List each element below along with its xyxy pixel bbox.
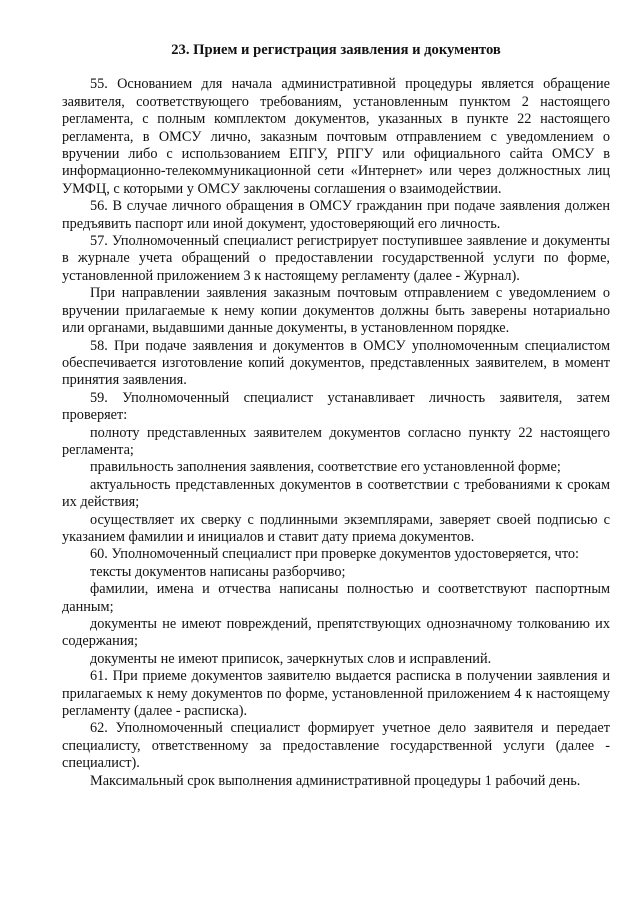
paragraph-59-item-relevance: актуальность представленных документов в соответствии с требованиями к срокам их действия;: [62, 476, 610, 511]
paragraph-60-item-names: фамилии, имена и отчества написаны полностью и соответствуют паспортным данным;: [62, 581, 610, 615]
paragraph-61: 61. При приеме документов заявителю выдается расписка в получении заявления и прилагаемых к нему документов по форме, установленной приложением 4 к настоящему регламенту (далее - расписка).: [62, 668, 610, 720]
paragraph-60: 60. Уполномоченный специалист при проверке документов удостоверяется, что:: [90, 546, 580, 563]
paragraph-58: 58. При подаче заявления и документов в ОМСУ уполномоченным специалистом обеспечивается изготовление копий документов, представленных заявителем, в момент принятия заявления.: [62, 337, 610, 389]
paragraph-60-item-no-corrections: документы не имеют приписок, зачеркнутых слов и исправлений.: [90, 650, 492, 667]
paragraph-57: 57. Уполномоченный специалист регистрирует поступившее заявление и документы в журнале учета обращений о предоставлении государственной услуги по форме, установленной приложением 3 к настоящему регламенту (далее - Журнал).: [62, 233, 610, 284]
paragraph-59-item-verification: осуществляет их сверку с подлинными экземплярами, заверяет своей подписью с указанием фамилии и инициалов и ставит дату приема документов.: [62, 511, 610, 545]
paragraph-57-postal: При направлении заявления заказным почтовым отправлением с уведомлением о вручении прилагаемые к нему копии документов должны быть заверены нотариально или органами, выдавшими данные документы, в установленном порядке.: [62, 285, 610, 337]
paragraph-56: 56. В случае личного обращения в ОМСУ гражданин при подаче заявления должен предъявить паспорт или иной документ, удостоверяющий его личность.: [62, 198, 610, 232]
paragraph-59-item-correctness: правильность заполнения заявления, соответствие его установленной форме;: [90, 459, 561, 476]
paragraph-deadline: Максимальный срок выполнения административной процедуры 1 рабочий день.: [90, 772, 581, 789]
document-body: [62, 42, 610, 790]
paragraph-60-item-legible: тексты документов написаны разборчиво;: [90, 563, 346, 580]
paragraph-60-item-undamaged: документы не имеют повреждений, препятствующих однозначному толкованию их содержания;: [62, 616, 610, 650]
section-heading: 23. Прием и регистрация заявления и документов: [171, 42, 501, 58]
paragraph-55: 55. Основанием для начала административной процедуры является обращение заявителя, соответствующего требованиям, установленным пунктом 2 настоящего регламента, с полным комплектом документов, указанных в пункте 22 настоящего регламента, в ОМСУ лично, заказным почтовым отправлением с уведомлением о вручении либо с использованием ЕПГУ, РПГУ или официального сайта ОМСУ в информационно-телекоммуникационной сети «Интернет» или через должностных лиц УМФЦ, с которыми у ОМСУ заключены соглашения о взаимодействии.: [62, 76, 610, 197]
paragraph-59-item-completeness: полноту представленных заявителем документов согласно пункту 22 настоящего регламента;: [62, 424, 610, 458]
paragraph-59: 59. Уполномоченный специалист устанавливает личность заявителя, затем проверяет:: [62, 389, 610, 424]
paragraph-62: 62. Уполномоченный специалист формирует учетное дело заявителя и передает специалисту, ответственному за предоставление государственной услуги (далее - специалист).: [62, 720, 610, 772]
